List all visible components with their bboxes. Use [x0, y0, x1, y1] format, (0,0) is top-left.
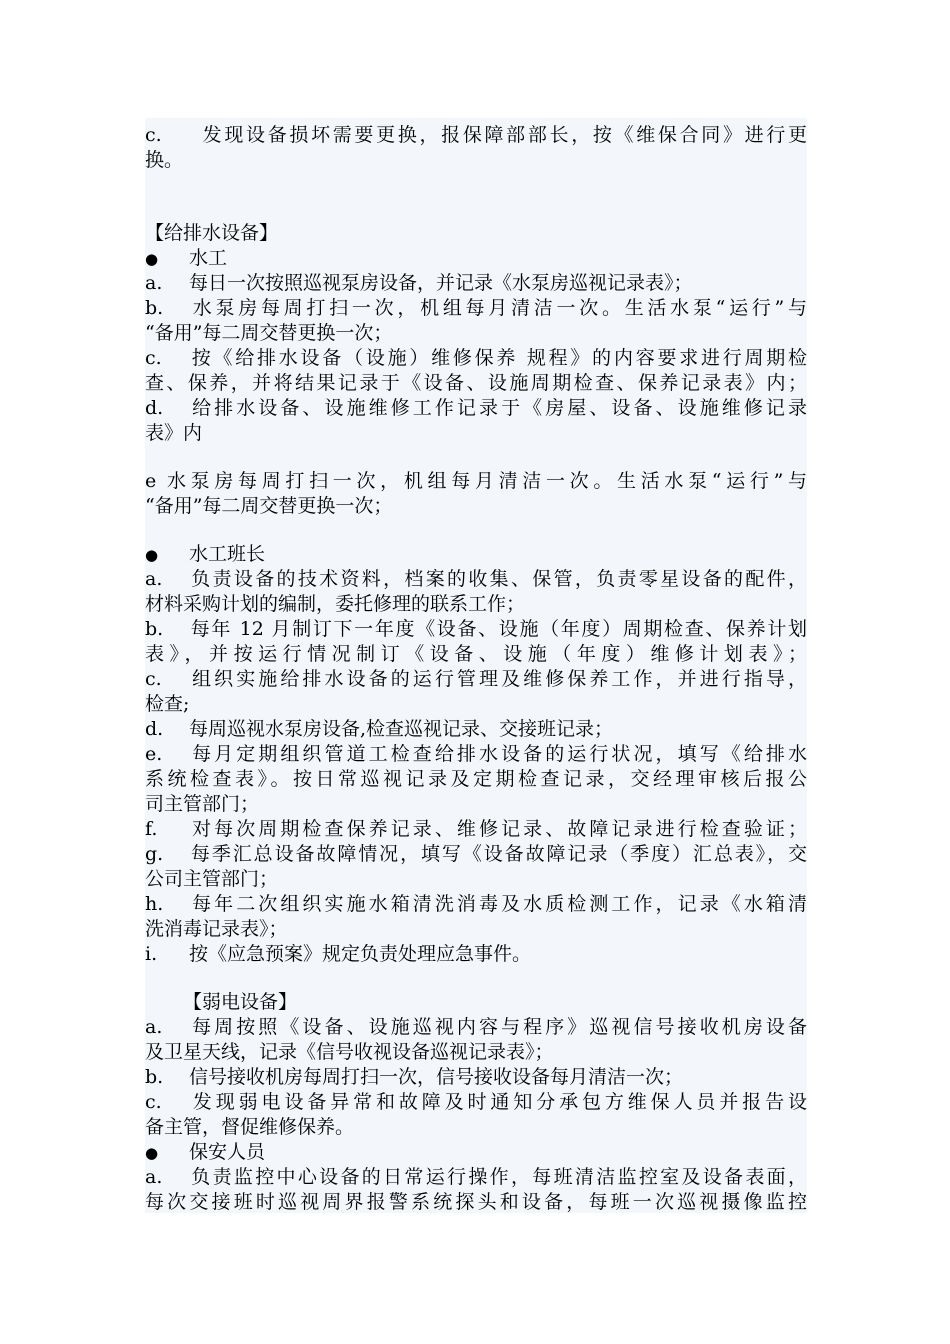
- subsection-title: ● 水工班长: [145, 542, 807, 567]
- section-title: 【给排水设备】: [145, 222, 279, 244]
- list-item: [145, 717, 807, 742]
- item-marker: c.: [145, 1091, 162, 1113]
- item-marker: a.: [145, 568, 163, 590]
- line-text: 给排水设备、设施维修工作记录于《房屋、设备、设施维修记录: [189, 397, 807, 419]
- list-item: [145, 396, 807, 421]
- line-text: 负责设备的技术资料，档案的收集、保管，负责零星设备的配件，: [189, 568, 807, 590]
- line-text: 组织实施给排水设备的运行管理及维修保养工作，并进行指导，: [189, 668, 807, 690]
- list-item-continuation: 司主管部门；: [145, 793, 260, 815]
- line-text: 每年 12 月制订下一年度《设备、设施（年度）周期检查、保养计划: [189, 618, 807, 640]
- list-item: [145, 817, 807, 842]
- list-item-continuation: 表》，并按运行情况制订《设备、设施（年度）维修计划表》；: [145, 643, 807, 665]
- list-item-continuation: “备用”每二周交替更换一次；: [145, 322, 393, 344]
- item-marker: b.: [145, 297, 164, 319]
- list-item-continuation: 公司主管部门；: [145, 868, 279, 890]
- paragraph-line: “备用”每二周交替更换一次；: [145, 495, 393, 517]
- section-title: 【弱电设备】: [183, 991, 298, 1013]
- list-item: [145, 742, 807, 767]
- item-marker: c.: [145, 668, 162, 690]
- line-text: 每月定期组织管道工检查给排水设备的运行状况，填写《给排水: [189, 743, 807, 765]
- list-item-continuation: 系统检查表》。按日常巡视记录及定期检查记录，交经理审核后报公: [145, 768, 807, 790]
- list-item-continuation: 材料采购计划的编制，委托修理的联系工作；: [145, 593, 526, 615]
- subsection-title: ● 保安人员: [145, 1140, 807, 1165]
- item-marker: i.: [145, 943, 158, 965]
- line-text: 负责监控中心设备的日常运行操作，每班清洁监控室及设备表面，: [189, 1166, 807, 1188]
- list-item: [145, 1065, 807, 1090]
- list-item: [145, 346, 807, 371]
- paragraph-line: [145, 148, 807, 173]
- bullet-icon: ●: [145, 546, 159, 564]
- item-marker: d.: [145, 397, 164, 419]
- list-item: [145, 271, 807, 296]
- item-marker: c.: [145, 124, 162, 146]
- list-item-continuation: 洗消毒记录表》；: [145, 918, 288, 940]
- line-text: 每周按照《设备、设施巡视内容与程序》巡视信号接收机房设备: [189, 1016, 807, 1038]
- list-item: [145, 842, 807, 867]
- line-text: 每周巡视水泵房设备,检查巡视记录、交接班记录；: [189, 718, 614, 740]
- document-page: [145, 118, 807, 1213]
- list-item: [145, 1090, 807, 1115]
- line-text: 每季汇总设备故障情况，填写《设备故障记录（季度）汇总表》，交: [189, 843, 807, 865]
- item-marker: h.: [145, 893, 164, 915]
- list-item: [145, 667, 807, 692]
- item-marker: f.: [145, 818, 158, 840]
- item-marker: a.: [145, 272, 163, 294]
- line-text: 发现弱电设备异常和故障及时通知分承包方维保人员并报告设: [189, 1091, 807, 1113]
- item-marker: a.: [145, 1016, 163, 1038]
- line-text: 换。: [145, 149, 184, 171]
- list-item-continuation: 表》内: [145, 422, 203, 444]
- item-marker: b.: [145, 618, 164, 640]
- list-item: [145, 942, 807, 967]
- list-item: [145, 1165, 807, 1190]
- list-item-continuation: 备主管，督促维修保养。: [145, 1116, 355, 1138]
- line-text: 每年二次组织实施水箱清洗消毒及水质检测工作，记录《水箱清: [189, 893, 807, 915]
- list-item-continuation: 每次交接班时巡视周界报警系统探头和设备，每班一次巡视摄像监控: [145, 1191, 807, 1213]
- line-text: 水泵房每周打扫一次，机组每月清洁一次。生活水泵“运行”与: [189, 297, 807, 319]
- item-marker: c.: [145, 347, 162, 369]
- list-item-continuation: 查、保养，并将结果记录于《设备、设施周期检查、保养记录表》内；: [145, 372, 807, 394]
- list-item: [145, 892, 807, 917]
- item-marker: b.: [145, 1066, 164, 1088]
- line-text: 按《给排水设备（设施）维修保养 规程》的内容要求进行周期检: [189, 347, 807, 369]
- line-text: 信号接收机房每周打扫一次，信号接收设备每月清洁一次；: [189, 1066, 684, 1088]
- bullet-icon: ●: [145, 250, 159, 268]
- bullet-icon: ●: [145, 1144, 159, 1162]
- paragraph-line: [145, 123, 807, 148]
- list-item-continuation: 及卫星天线，记录《信号收视设备巡视记录表》；: [145, 1041, 554, 1063]
- list-item: [145, 567, 807, 592]
- subsection-title: ● 水工: [145, 246, 807, 271]
- line-text: 按《应急预案》规定负责处理应急事件。: [189, 943, 532, 965]
- list-item: [145, 1015, 807, 1040]
- item-marker: d.: [145, 718, 164, 740]
- item-marker: e.: [145, 743, 163, 765]
- item-marker: a.: [145, 1166, 163, 1188]
- paragraph-line: e 水泵房每周打扫一次，机组每月清洁一次。生活水泵“运行”与: [145, 470, 807, 492]
- item-marker: g.: [145, 843, 164, 865]
- line-text: 每日一次按照巡视泵房设备，并记录《水泵房巡视记录表》；: [189, 272, 693, 294]
- list-item: [145, 617, 807, 642]
- list-item-continuation: 检查;: [145, 693, 190, 715]
- line-text: 对每次周期检查保养记录、维修记录、故障记录进行检查验证；: [189, 818, 807, 840]
- list-item: [145, 296, 807, 321]
- line-text: 发现设备损坏需要更换，报保障部部长，按《维保合同》进行更: [200, 124, 807, 146]
